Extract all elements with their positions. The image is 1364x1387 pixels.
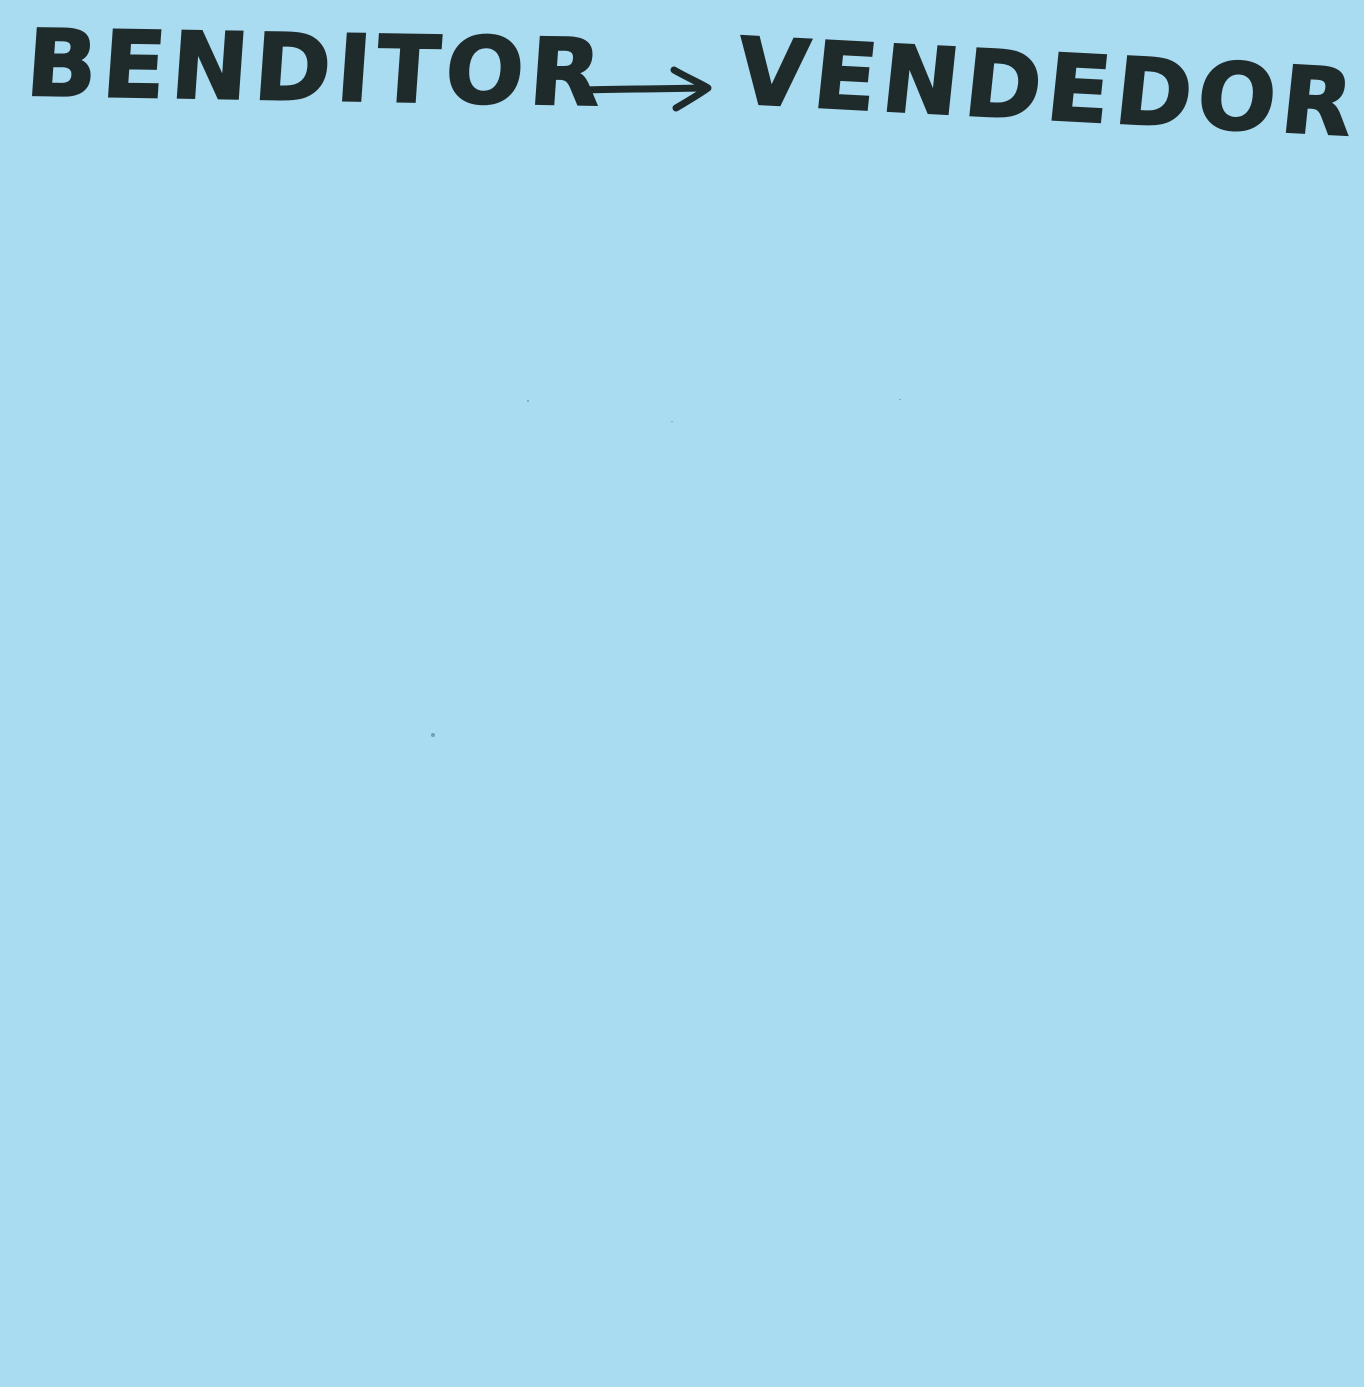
paper-speck — [899, 399, 901, 400]
handwritten-correction — [23, 10, 1364, 158]
right-arrow-icon — [578, 62, 718, 112]
corrected-word: VENDEDOR — [731, 18, 1364, 158]
paper-speck — [671, 421, 673, 422]
misspelled-word: BENDITOR — [23, 10, 611, 128]
paper-speck — [431, 733, 435, 737]
paper-speck — [527, 400, 529, 402]
